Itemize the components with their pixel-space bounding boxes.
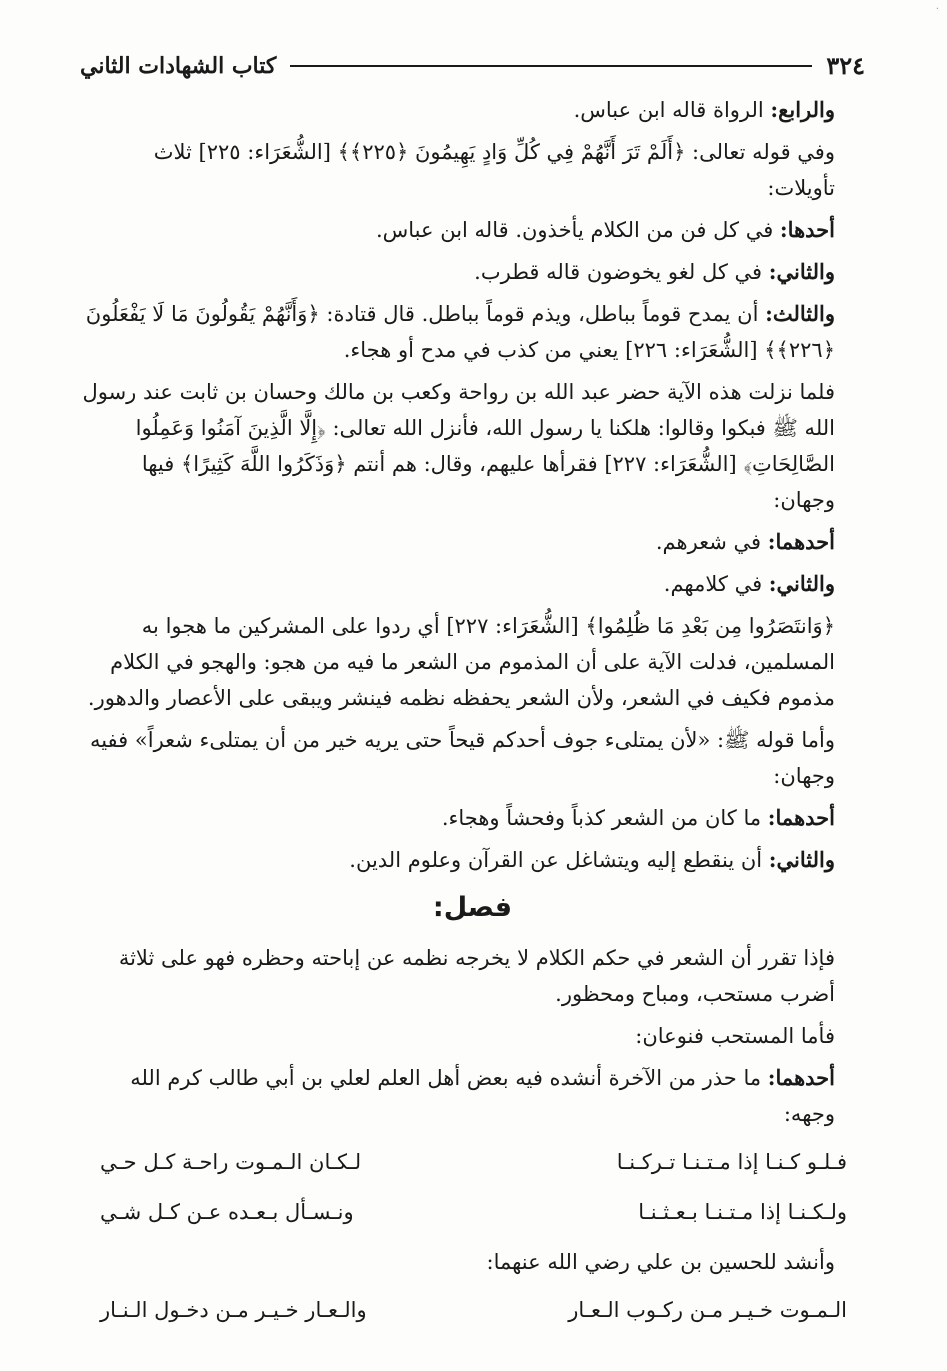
paragraph <box>80 254 865 290</box>
paragraph-text: في شعرهم. <box>655 530 768 554</box>
paragraph-text: ما كان من الشعر كذباً وفحشاً وهجاء. <box>441 806 768 830</box>
page-header <box>80 40 865 92</box>
header-rule <box>290 65 812 67</box>
paragraph <box>80 842 865 878</box>
verse-second-hemistich: ونـسـأل بـعـده عـن كـل شـي <box>100 1200 354 1224</box>
paragraph: فأما المستحب فنوعان: <box>635 1024 835 1048</box>
paragraph-text: أن يمدح قوماً بباطل، ويذم قوماً بباطل. قال قتادة: ﴿وَأَنَّهُمْ يَقُولُونَ مَا لَا يَفْعَلُونَ ﴿٢٢٦﴾﴾ [الشُّعَرَاء: ٢٢٦] يعني من كذب في مدح أو هجاء. <box>85 302 835 362</box>
paragraph-lead: والثاني: <box>768 259 835 284</box>
paragraph <box>80 212 865 248</box>
paragraph <box>80 1060 865 1132</box>
paragraph: فلما نزلت هذه الآية حضر عبد الله بن رواحة وكعب بن مالك وحسان بن ثابت عند رسول الله ﷺ فبكوا وقالوا: هلكنا يا رسول الله، فأنزل الله تعالى: ﴿إِلَّا الَّذِينَ آمَنُوا وَعَمِلُوا الصَّالِحَاتِ﴾ [الشُّعَرَاء: ٢٢٧] فقرأها عليهم، وقال: هم أنتم ﴿وَذَكَرُوا اللَّهَ كَثِيرًا﴾ فيها وجهان: <box>82 380 835 512</box>
paragraph-lead: أحدها: <box>779 217 835 242</box>
paragraph: وأنشد للحسين بن علي رضي الله عنهما: <box>486 1250 835 1274</box>
paragraph-lead: والثاني: <box>768 571 835 596</box>
verse-second-hemistich: والـعـار خـيـر مـن دخـول الـنـار <box>100 1298 367 1322</box>
paragraph: وأما قوله ﷺ: «لأن يمتلىء جوف أحدكم قيحاً حتى يريه خير من أن يمتلىء شعراً» ففيه وجهان: <box>89 728 835 788</box>
paragraph-text: الرواة قاله ابن عباس. <box>573 98 771 122</box>
poem-verse <box>80 1194 865 1230</box>
verse-second-hemistich: لـكـان الـمـوت راحـة كـل حـي <box>100 1150 362 1174</box>
paragraph-lead: والثالث: <box>765 301 835 326</box>
page-number: ٣٢٤ <box>826 51 865 80</box>
paragraph-text: ما حذر من الآخرة أنشده فيه بعض أهل العلم لعلي بن أبي طالب كرم الله وجهه: <box>130 1066 835 1126</box>
paragraph <box>80 524 865 560</box>
paragraph <box>80 800 865 836</box>
poem-verse <box>80 1292 865 1328</box>
paragraph-text: في كلامهم. <box>663 572 769 596</box>
paragraph: فإذا تقرر أن الشعر في حكم الكلام لا يخرجه نظمه عن إباحته وحظره فهو على ثلاثة أضرب مستحب، ومباح ومحظور. <box>118 946 835 1006</box>
paragraph: وفي قوله تعالى: ﴿أَلَمْ تَرَ أَنَّهُمْ فِي كُلِّ وَادٍ يَهِيمُونَ ﴿٢٢٥﴾﴾ [الشُّعَرَاء: ٢٢٥] ثلاث تأويلات: <box>153 140 835 200</box>
paragraph-text: في كل فن من الكلام يأخذون. قاله ابن عباس. <box>375 218 780 242</box>
paragraph-lead: والثاني: <box>768 847 835 872</box>
paragraph <box>80 566 865 602</box>
paragraph-lead: والرابع: <box>770 97 835 122</box>
verse-first-hemistich: فـلـو كـنـا إذا مـتـنـا تـركـنـا <box>616 1150 847 1174</box>
paragraph-text: في كل لغو يخوضون قاله قطرب. <box>474 260 769 284</box>
verse-first-hemistich: الـمـوت خـيـر مـن ركـوب الـعـار <box>568 1298 847 1322</box>
paragraph <box>80 92 865 128</box>
paragraph: ﴿وَانتَصَرُوا مِن بَعْدِ مَا ظُلِمُوا﴾ [الشُّعَرَاء: ٢٢٧] أي ردوا على المشركين ما هجوا به المسلمين، فدلت الآية على أن المذموم من الشعر ما فيه من هجو: والهجو في الكلام مذموم فكيف في الشعر، ولأن الشعر يحفظه نظمه فينشر ويبقى على الأعصار والدهور. <box>87 614 835 710</box>
paragraph-lead: أحدهما: <box>767 529 835 554</box>
paragraph-lead: أحدهما: <box>767 1065 835 1090</box>
paragraph <box>80 296 865 368</box>
paragraph-text: أن ينقطع إليه ويتشاغل عن القرآن وعلوم الدين. <box>349 848 769 872</box>
section-heading: فصل: <box>432 892 513 923</box>
paragraph-lead: أحدهما: <box>767 805 835 830</box>
verse-first-hemistich: ولـكـنـا إذا مـتـنـا بـعـثـنـا <box>638 1200 847 1224</box>
book-page <box>80 40 865 1342</box>
running-title: كتاب الشهادات الثاني <box>80 53 277 79</box>
scan-speck: · <box>935 4 939 15</box>
poem-verse <box>80 1144 865 1180</box>
